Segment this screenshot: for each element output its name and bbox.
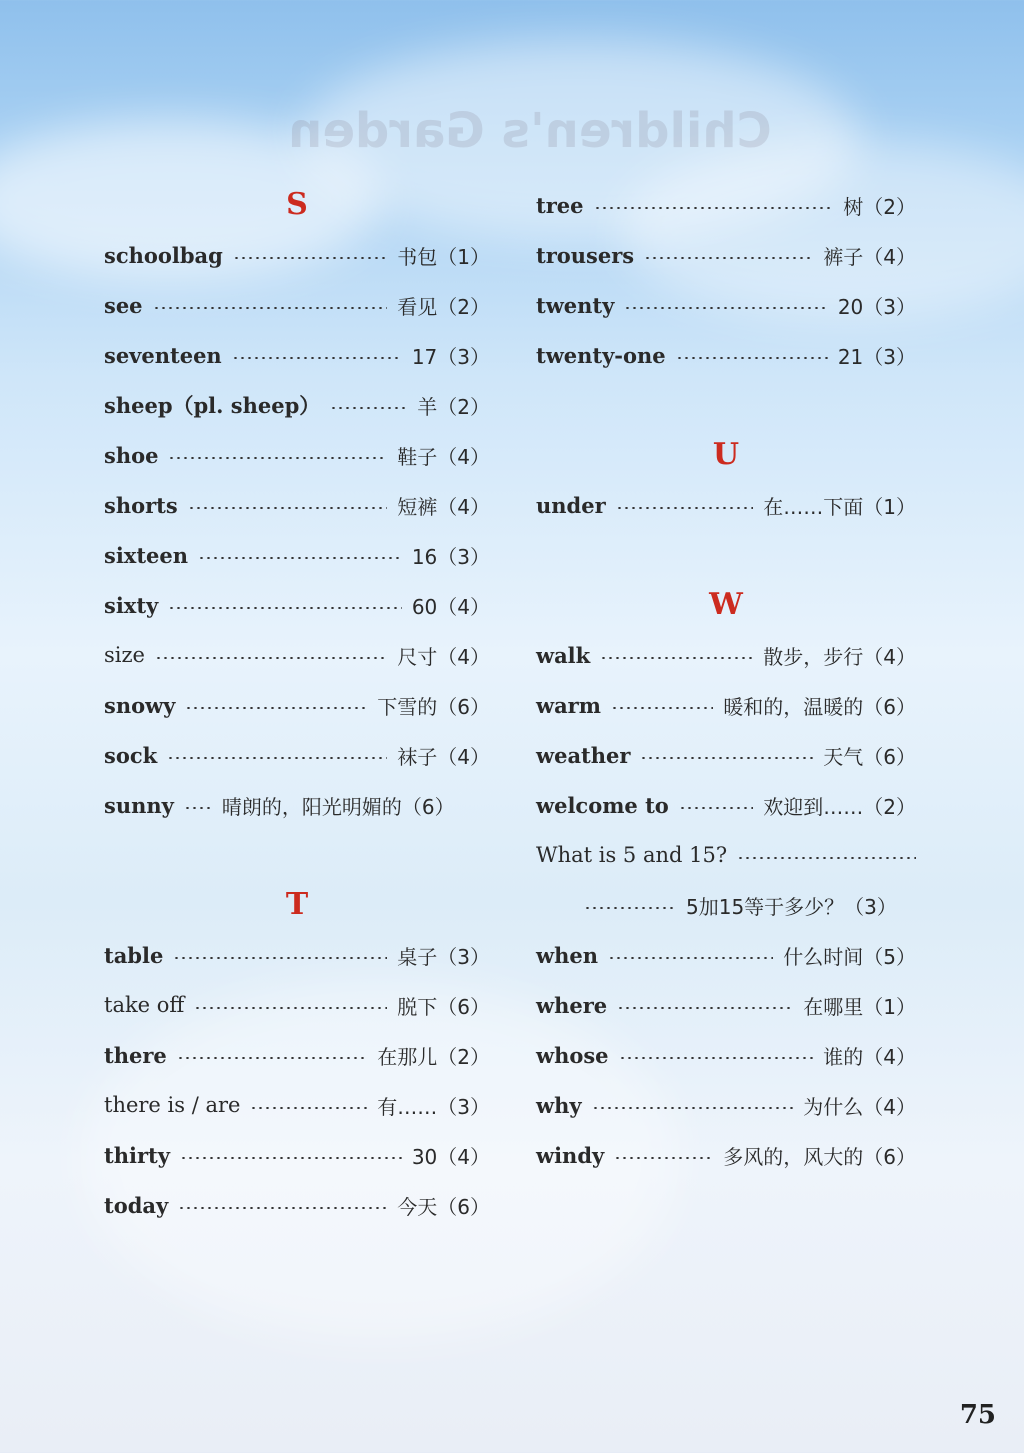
glossary-entry	[536, 1130, 916, 1180]
entry-meaning: 多风的，风大的（6）	[723, 1144, 916, 1169]
glossary-entry	[104, 1080, 490, 1130]
entry-word: walk	[536, 642, 591, 668]
entry-meaning: 有……（3）	[377, 1094, 490, 1119]
glossary-entry	[536, 930, 916, 980]
glossary-column-left	[104, 180, 490, 1230]
entry-meaning: 短裤（4）	[397, 494, 490, 519]
entry-meaning: 晴朗的，阳光明媚的（6）	[221, 794, 455, 819]
section-letter-u: U	[712, 437, 740, 472]
glossary-entry	[104, 1180, 490, 1230]
entry-meaning: 30（4）	[411, 1144, 490, 1169]
dot-leader	[616, 507, 754, 509]
entry-meaning: 暖和的，温暖的（6）	[723, 694, 916, 719]
entry-meaning: 书包（1）	[397, 244, 490, 269]
entry-word: sunny	[104, 792, 174, 818]
entry-word: tree	[536, 192, 584, 218]
glossary-entry	[104, 580, 490, 630]
dot-leader	[232, 357, 402, 359]
glossary-entry-continued	[536, 880, 916, 930]
dot-leader	[644, 257, 813, 259]
entry-meaning: 鞋子（4）	[397, 444, 490, 469]
entry-word: snowy	[104, 692, 176, 718]
section-spacer	[536, 380, 916, 430]
entry-word: why	[536, 1092, 582, 1118]
entry-meaning: 在那儿（2）	[377, 1044, 490, 1069]
entry-word: shorts	[104, 492, 178, 518]
glossary-entry	[104, 280, 490, 330]
glossary-entry	[104, 930, 490, 980]
dot-leader	[676, 357, 828, 359]
entry-meaning: 看见（2）	[397, 294, 490, 319]
glossary-entry	[536, 680, 916, 730]
dot-leader	[185, 707, 367, 709]
glossary-entry	[536, 830, 916, 880]
page-number: 75	[959, 1400, 996, 1430]
entry-word: seventeen	[104, 342, 222, 368]
entry-word: where	[536, 992, 608, 1018]
dot-leader	[594, 207, 834, 209]
entry-meaning: 21（3）	[837, 344, 916, 369]
dot-leader	[184, 807, 212, 809]
dot-leader	[168, 457, 387, 459]
glossary-entry	[104, 330, 490, 380]
entry-meaning: 桌子（3）	[397, 944, 490, 969]
glossary-entry	[536, 980, 916, 1030]
entry-meaning: 欢迎到……（2）	[763, 794, 916, 819]
section-letter-w: W	[709, 587, 743, 622]
entry-meaning: 什么时间（5）	[783, 944, 916, 969]
dot-leader	[168, 607, 402, 609]
glossary-entry	[104, 230, 490, 280]
dot-leader	[330, 407, 407, 409]
entry-meaning: 在哪里（1）	[803, 994, 916, 1019]
glossary-entry	[104, 680, 490, 730]
entry-word: sock	[104, 742, 158, 768]
glossary-entry	[104, 380, 490, 430]
glossary-entry	[104, 1030, 490, 1080]
entry-meaning: 下雪的（6）	[377, 694, 490, 719]
section-letter-s: S	[286, 187, 308, 222]
entry-word: table	[104, 942, 164, 968]
dot-leader	[608, 957, 773, 959]
glossary-entry	[536, 630, 916, 680]
entry-word: take off	[104, 993, 185, 1017]
dot-leader	[194, 1007, 387, 1009]
dot-leader	[180, 1157, 402, 1159]
entry-meaning: 散步，步行（4）	[763, 644, 916, 669]
entry-meaning: 脱下（6）	[397, 994, 490, 1019]
glossary-entry	[536, 330, 916, 380]
entry-meaning: 今天（6）	[397, 1194, 490, 1219]
glossary-entry	[536, 180, 916, 230]
glossary-entry	[104, 630, 490, 680]
dot-leader	[198, 557, 402, 559]
entry-word: thirty	[104, 1142, 170, 1168]
dot-leader	[155, 657, 387, 659]
entry-meaning: 天气（6）	[823, 744, 916, 769]
entry-meaning: 60（4）	[411, 594, 490, 619]
entry-word: sixty	[104, 592, 159, 618]
glossary-entry	[104, 530, 490, 580]
glossary-entry	[104, 980, 490, 1030]
entry-word: What is 5 and 15?	[536, 843, 728, 867]
dot-leader	[592, 1107, 794, 1109]
glossary-entry	[536, 1030, 916, 1080]
entry-word: schoolbag	[104, 242, 223, 268]
entry-word: there is / are	[104, 1093, 241, 1117]
entry-meaning: 20（3）	[837, 294, 916, 319]
dot-leader	[600, 657, 753, 659]
entry-word: welcome to	[536, 792, 669, 818]
entry-word: today	[104, 1192, 169, 1218]
dot-leader	[640, 757, 813, 759]
glossary-entry	[104, 480, 490, 530]
dot-leader	[153, 307, 388, 309]
entry-meaning: 树（2）	[843, 194, 916, 219]
dot-leader	[188, 507, 388, 509]
dot-leader	[737, 857, 916, 859]
section-spacer	[104, 830, 490, 880]
glossary-entry	[536, 730, 916, 780]
entry-word: trousers	[536, 242, 635, 268]
entry-meaning: 为什么（4）	[803, 1094, 916, 1119]
dot-leader	[619, 1057, 814, 1059]
dot-leader	[679, 807, 753, 809]
entry-meaning: 袜子（4）	[397, 744, 490, 769]
dot-leader	[177, 1057, 368, 1059]
entry-word: see	[104, 292, 143, 318]
entry-word: twenty-one	[536, 342, 666, 368]
dot-leader	[173, 957, 387, 959]
entry-word: shoe	[104, 442, 159, 468]
entry-word: twenty	[536, 292, 615, 318]
glossary-entry	[104, 1130, 490, 1180]
entry-meaning: 谁的（4）	[823, 1044, 916, 1069]
glossary-column-right	[536, 180, 916, 1180]
entry-word: size	[104, 643, 145, 667]
dot-leader	[617, 1007, 793, 1009]
glossary-entry	[536, 230, 916, 280]
entry-word: weather	[536, 742, 631, 768]
entry-word: warm	[536, 692, 601, 718]
glossary-entry	[536, 480, 916, 530]
dot-leader	[611, 707, 713, 709]
entry-meaning: 5加15等于多少？（3）	[686, 894, 897, 919]
section-letter-t: T	[285, 887, 309, 922]
entry-word: whose	[536, 1042, 609, 1068]
dot-leader	[167, 757, 387, 759]
entry-meaning: 羊（2）	[417, 394, 490, 419]
glossary-entry	[104, 730, 490, 780]
entry-word: sixteen	[104, 542, 189, 568]
entry-word: sheep（pl. sheep）	[104, 393, 321, 418]
entry-word: there	[104, 1042, 167, 1068]
glossary-entry	[536, 780, 916, 830]
entry-meaning: 尺寸（4）	[397, 644, 490, 669]
entry-meaning: 16（3）	[411, 544, 490, 569]
entry-word: under	[536, 492, 606, 518]
dot-leader	[614, 1157, 713, 1159]
entry-word: when	[536, 942, 598, 968]
dot-leader	[250, 1107, 367, 1109]
glossary-entry	[536, 1080, 916, 1130]
glossary-entry	[104, 430, 490, 480]
dot-leader	[233, 257, 387, 259]
dot-leader	[584, 907, 676, 909]
dot-leader	[624, 307, 828, 309]
entry-meaning: 裤子（4）	[823, 244, 916, 269]
glossary-entry	[104, 780, 490, 830]
entry-meaning: 在……下面（1）	[763, 494, 916, 519]
glossary-entry	[536, 280, 916, 330]
section-spacer	[536, 530, 916, 580]
entry-meaning: 17（3）	[411, 344, 490, 369]
entry-word: windy	[536, 1142, 605, 1168]
dot-leader	[178, 1207, 387, 1209]
ghost-banner-title: Children's Garden	[288, 103, 772, 159]
